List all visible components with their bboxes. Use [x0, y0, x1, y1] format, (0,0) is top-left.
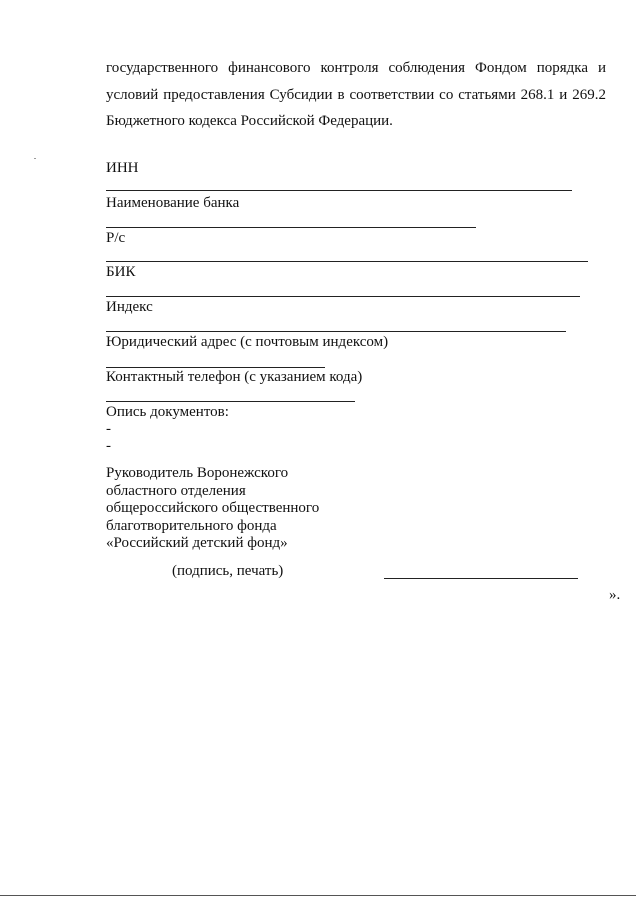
contact-phone-label: Контактный телефон (с указанием кода)	[106, 369, 363, 385]
postal-index-fill-line	[106, 331, 566, 332]
bik-fill-line	[106, 296, 580, 297]
signature-caption: (подпись, печать)	[172, 563, 284, 579]
account-fill-line	[106, 261, 588, 262]
inn-fill-line	[106, 190, 572, 191]
closing-quote-mark: ».	[609, 587, 621, 603]
documents-list-item: -	[106, 438, 111, 454]
paragraph-line-2: условий предоставления Субсидии в соответствии со статьями 268.1 и 269.2	[106, 87, 606, 103]
bik-label: БИК	[106, 264, 136, 280]
signatory-line: «Российский детский фонд»	[106, 535, 288, 551]
documents-list-item: -	[106, 421, 111, 437]
signatory-line: Руководитель Воронежского	[106, 465, 289, 481]
signatory-line: благотворительного фонда	[106, 518, 277, 534]
paragraph-line-3: Бюджетного кодекса Российской Федерации.	[106, 113, 393, 129]
signatory-line: областного отделения	[106, 483, 246, 499]
bank-name-fill-line	[106, 227, 476, 228]
account-label: Р/с	[106, 230, 126, 246]
page-bottom-rule	[0, 895, 636, 896]
contact-phone-fill-line	[106, 401, 355, 402]
documents-list-heading: Опись документов:	[106, 404, 229, 420]
paragraph-line-1: государственного финансового контроля соблюдения Фондом порядка и	[106, 60, 606, 76]
inn-label: ИНН	[106, 160, 139, 176]
postal-index-label: Индекс	[106, 299, 153, 315]
bank-name-label: Наименование банка	[106, 195, 240, 211]
signatory-line: общероссийского общественного	[106, 500, 320, 516]
legal-address-label: Юридический адрес (с почтовым индексом)	[106, 334, 389, 350]
scan-speck	[34, 158, 36, 159]
legal-address-fill-line	[106, 367, 325, 368]
signature-fill-line	[384, 578, 578, 579]
